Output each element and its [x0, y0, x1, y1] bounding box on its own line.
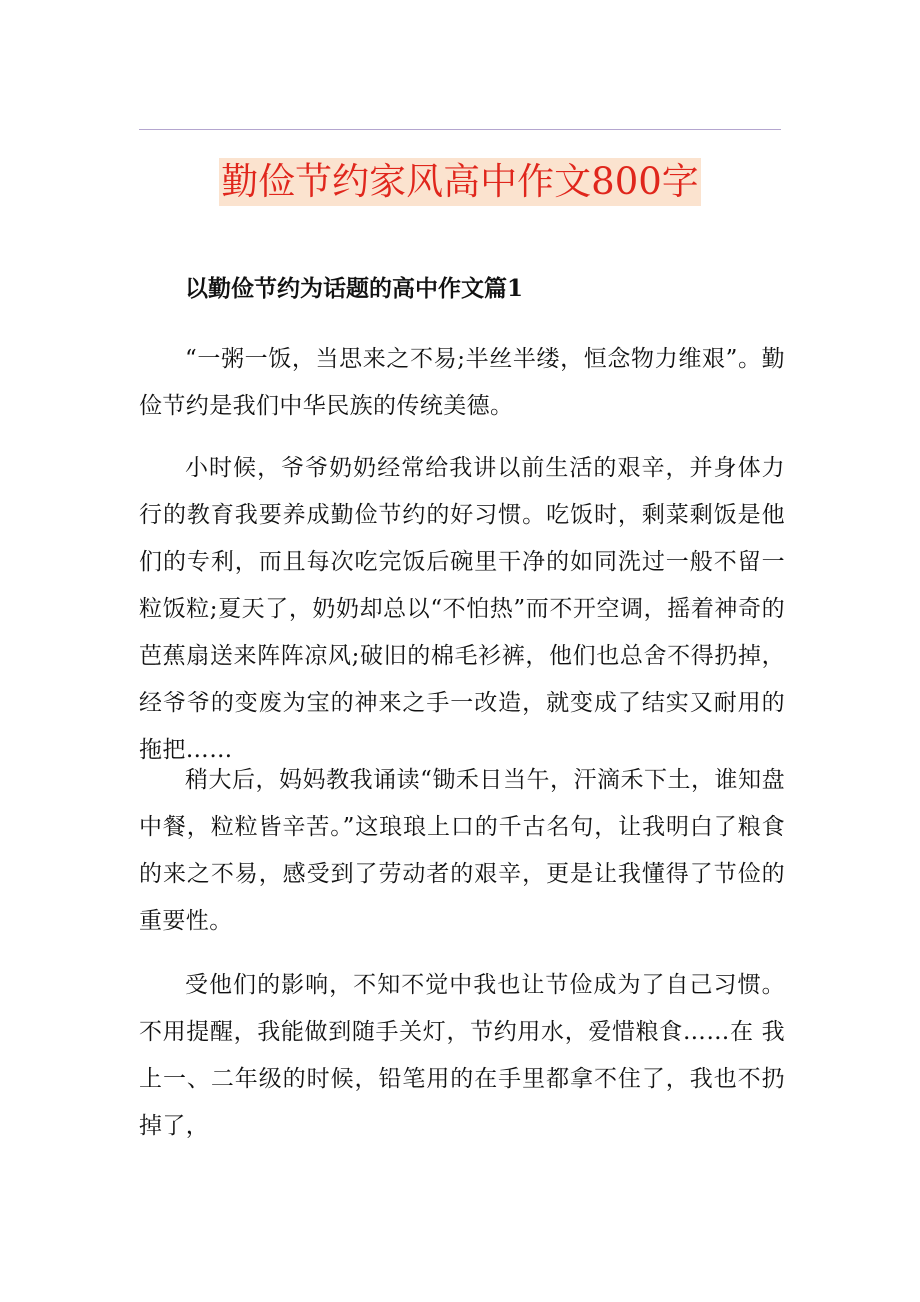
section-heading: 以勤俭节约为话题的高中作文篇1 — [185, 275, 524, 302]
paragraph-3: 稍大后，妈妈教我诵读“锄禾日当午，汗滴禾下土，谁知盘中餐，粒粒皆辛苦。”这琅琅上口的千古名句，让我明白了粮食的来之不易，感受到了劳动者的艰辛，更是让我懂得了节俭的重要性。 — [139, 767, 785, 934]
page-title: 勤俭节约家风高中作文800字 — [219, 158, 701, 206]
header-rule — [139, 129, 781, 130]
paragraph-1: “一粥一饭，当思来之不易;半丝半缕，恒念物力维艰”。勤俭节约是我们中华民族的传统美德。 — [139, 346, 785, 419]
paragraph-2: 小时候，爷爷奶奶经常给我讲以前生活的艰辛，并身体力行的教育我要养成勤俭节约的好习惯。吃饭时，剩菜剩饭是他们的专利，而且每次吃完饭后碗里干净的如同洗过一般不留一粒饭粒;夏天了，奶奶却总以“不怕热”而不开空调，摇着神奇的芭蕉扇送来阵阵凉风;破旧的棉毛衫裤，他们也总舍不得扔掉，经爷爷的变废为宝的神来之手一改造，就变成了结实又耐用的拖把…… — [139, 455, 785, 763]
title-container — [0, 158, 920, 206]
paragraph-4: 受他们的影响，不知不觉中我也让节俭成为了自己习惯。不用提醒，我能做到随手关灯，节约用水，爱惜粮食……在 我上一、二年级的时候，铅笔用的在手里都拿不住了，我也不扔掉了， — [139, 972, 785, 1139]
